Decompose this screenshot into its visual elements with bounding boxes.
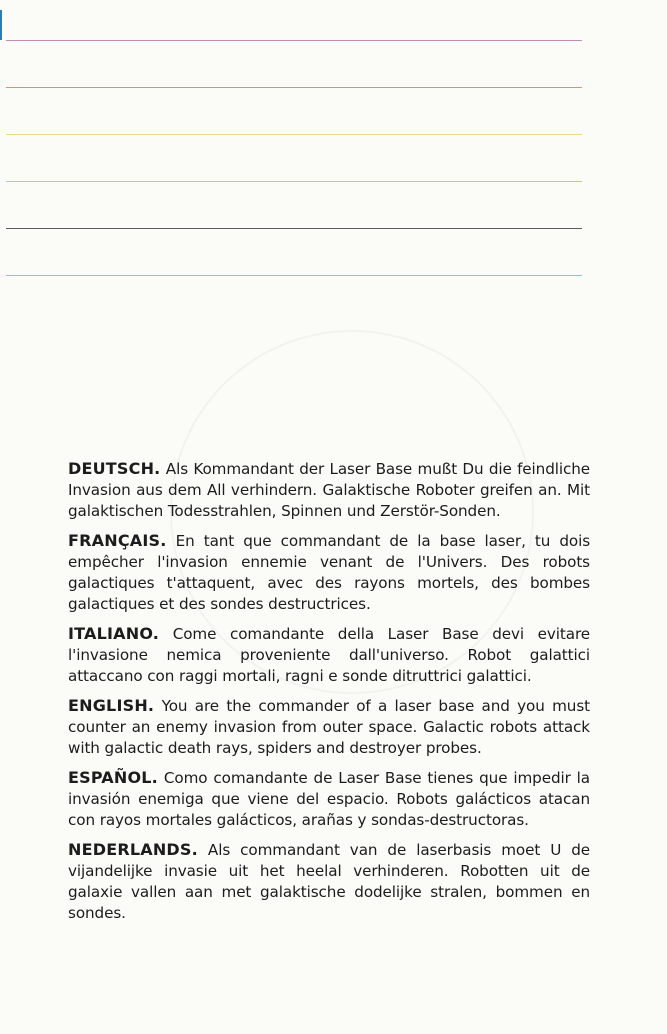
language-label: ITALIANO. xyxy=(68,624,160,643)
paragraph-italiano xyxy=(68,623,590,687)
language-label: ESPAÑOL. xyxy=(68,768,158,787)
language-label: ENGLISH. xyxy=(68,696,155,715)
color-rule-2 xyxy=(6,87,582,88)
paragraph-english xyxy=(68,695,590,759)
paragraph-text: You are the commander of a laser base and you must counter an enemy invasion from outer space. Galactic robots attack with galactic death rays, spiders and destroyer probes. xyxy=(68,697,590,757)
paragraph-text: Como comandante de Laser Base tienes que impedir la invasión enemiga que viene del espacio. Robots galácticos atacan con rayos mortales galácticos, arañas y sondas-destructoras. xyxy=(68,769,590,829)
color-rule-3 xyxy=(6,134,582,135)
color-rule-5 xyxy=(6,228,582,229)
paragraph-text: Als commandant van de laserbasis moet U de vijandelijke invasie uit het heelal verhinderen. Robotten uit de galaxie vallen aan met galaktische dodelijke stralen, bommen en sondes. xyxy=(68,841,590,922)
language-label: NEDERLANDS. xyxy=(68,840,198,859)
multilingual-description xyxy=(68,458,590,932)
paragraph-francais xyxy=(68,530,590,615)
color-rule-6 xyxy=(6,275,582,276)
paragraph-deutsch xyxy=(68,458,590,522)
language-label: FRANÇAIS. xyxy=(68,531,167,550)
left-edge-mark xyxy=(0,10,2,40)
color-rule-4 xyxy=(6,181,582,182)
paragraph-text: Come comandante della Laser Base devi evitare l'invasione nemica proveniente dall'universo. Robot galattici attaccano con raggi mortali, ragni e sonde ditruttrici galattici. xyxy=(68,625,591,685)
paragraph-text: Als Kommandant der Laser Base mußt Du die feindliche Invasion aus dem All verhindern. Galaktische Roboter greifen an. Mit galaktischen Todesstrahlen, Spinnen und Zerstör-Sonden. xyxy=(68,460,590,520)
paragraph-text: En tant que commandant de la base laser, tu dois empêcher l'invasion ennemie venant de l'Univers. Des robots galactiques t'attaquent, avec des rayons mortels, des bombes galactiques et des sondes destructrices. xyxy=(68,532,591,613)
paragraph-espanol xyxy=(68,767,590,831)
paragraph-nederlands xyxy=(68,839,590,924)
language-label: DEUTSCH. xyxy=(68,459,161,478)
color-rule-1 xyxy=(6,40,582,41)
